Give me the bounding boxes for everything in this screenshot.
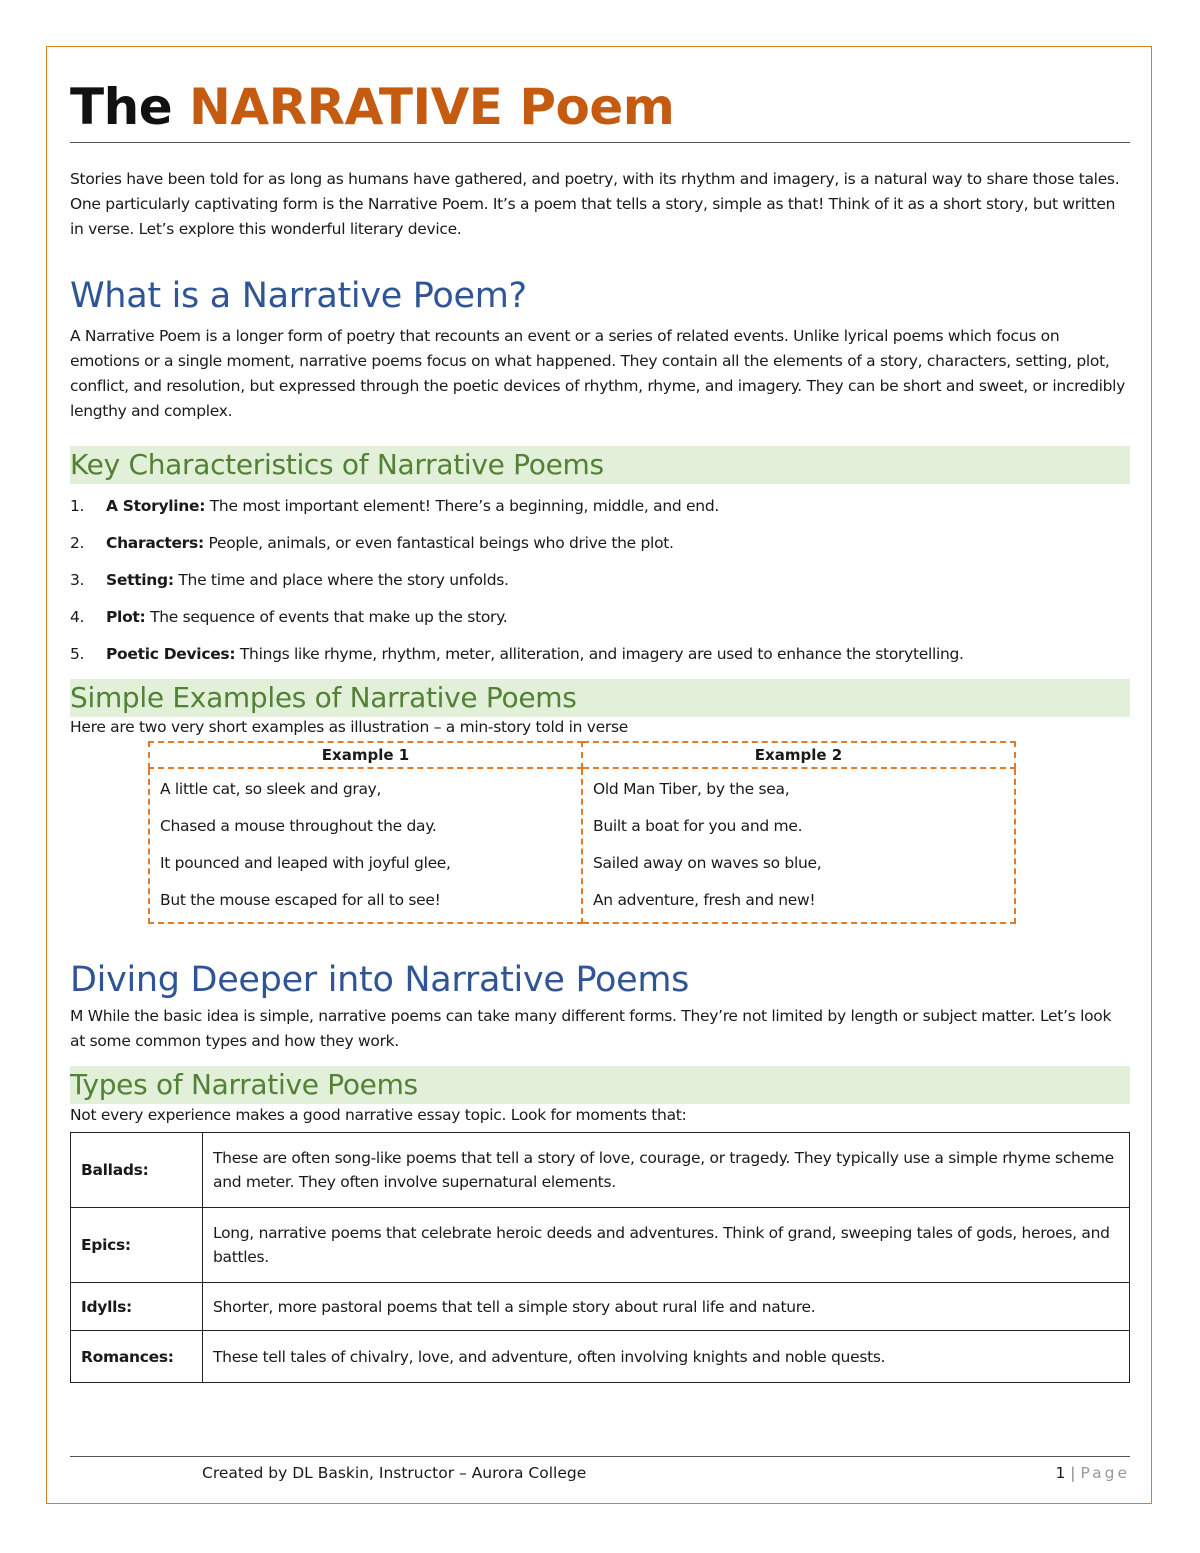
page-number-value: 1 [1055, 1464, 1066, 1482]
poem-line: An adventure, fresh and new! [593, 891, 816, 909]
list-item-desc: The sequence of events that make up the story. [145, 608, 508, 626]
list-item: 2. Characters: People, animals, or even fantastical beings who drive the plot. [70, 534, 674, 552]
examples-heading: Simple Examples of Narrative Poems [70, 679, 1130, 717]
type-label: Ballads: [71, 1133, 203, 1208]
type-description: Shorter, more pastoral poems that tell a simple story about rural life and nature. [203, 1283, 1130, 1331]
poem-line: It pounced and leaped with joyful glee, [160, 854, 451, 872]
poem-line: Sailed away on waves so blue, [593, 854, 822, 872]
type-description: These tell tales of chivalry, love, and adventure, often involving knights and noble quests. [203, 1331, 1130, 1383]
list-item-term: Characters: [106, 534, 204, 552]
types-intro: Not every experience makes a good narrative essay topic. Look for moments that: [70, 1106, 687, 1124]
footer-credit: Created by DL Baskin, Instructor – Aurora College [202, 1464, 587, 1482]
what-is-paragraph: A Narrative Poem is a longer form of poetry that recounts an event or a series of related events. Unlike lyrical poems which focus on emotions or a single moment, narrative poems focus on what happened. They contain all the elements of a story, characters, setting, plot, conflict, and resolution, but expressed through the poetic devices of rhythm, rhyme, and imagery. They can be short and sweet, or incredibly lengthy and complex. [70, 327, 1126, 420]
list-item-desc: Things like rhyme, rhythm, meter, alliteration, and imagery are used to enhance the storytelling. [235, 645, 964, 663]
example-2-header: Example 2 [582, 742, 1015, 768]
title-part-plain: The [70, 78, 173, 136]
type-description: Long, narrative poems that celebrate heroic deeds and adventures. Think of grand, sweeping tales of gods, heroes, and battles. [203, 1208, 1130, 1283]
list-item: 5. Poetic Devices: Things like rhyme, rhythm, meter, alliteration, and imagery are used to enhance the storytelling. [70, 645, 964, 663]
examples-table [148, 741, 1016, 924]
list-item: 1. A Storyline: The most important element! There’s a beginning, middle, and end. [70, 497, 719, 515]
list-item: 4. Plot: The sequence of events that make up the story. [70, 608, 508, 626]
what-is-heading: What is a Narrative Poem? [70, 276, 527, 316]
list-item-term: Setting: [106, 571, 174, 589]
page-separator: | [1070, 1464, 1076, 1482]
list-item-desc: The time and place where the story unfolds. [173, 571, 509, 589]
list-item: 3. Setting: The time and place where the story unfolds. [70, 571, 509, 589]
list-item-term: Poetic Devices: [106, 645, 236, 663]
table-row [71, 1331, 1130, 1383]
type-label: Epics: [71, 1208, 203, 1283]
types-heading: Types of Narrative Poems [70, 1066, 1130, 1104]
poem-line: A little cat, so sleek and gray, [160, 780, 382, 798]
deeper-paragraph: M While the basic idea is simple, narrative poems can take many different forms. They’re not limited by length or subject matter. Let’s look at some common types and how they work. [70, 1007, 1112, 1050]
type-label: Idylls: [71, 1283, 203, 1331]
page-number [1055, 1458, 1130, 1488]
table-row [71, 1283, 1130, 1331]
types-table [70, 1132, 1130, 1383]
list-item-desc: The most important element! There’s a beginning, middle, and end. [205, 497, 719, 515]
type-description: These are often song-like poems that tell a story of love, courage, or tragedy. They typically use a simple rhyme scheme and meter. They often involve supernatural elements. [203, 1133, 1130, 1208]
table-row [71, 1208, 1130, 1283]
page-footer [70, 1456, 1130, 1489]
poem-line: Built a boat for you and me. [593, 817, 803, 835]
type-label: Romances: [71, 1331, 203, 1383]
example-1-header: Example 1 [149, 742, 582, 768]
document-body [70, 70, 1130, 1383]
characteristics-heading: Key Characteristics of Narrative Poems [70, 446, 1130, 484]
examples-intro: Here are two very short examples as illustration – a min-story told in verse [70, 718, 629, 736]
intro-paragraph: Stories have been told for as long as humans have gathered, and poetry, with its rhythm and imagery, is a natural way to share those tales. One particularly captivating form is the Narrative Poem. It’s a poem that tells a story, simple as that! Think of it as a short story, but written in verse. Let’s explore this wonderful literary device. [70, 170, 1120, 238]
characteristics-list [70, 496, 1130, 664]
document-title [70, 76, 1130, 143]
list-item-term: A Storyline: [106, 497, 206, 515]
deeper-heading: Diving Deeper into Narrative Poems [70, 960, 690, 1000]
poem-line: Chased a mouse throughout the day. [160, 817, 437, 835]
poem-line: But the mouse escaped for all to see! [160, 891, 441, 909]
example-2-cell [582, 768, 1015, 923]
example-1-cell [149, 768, 582, 923]
page-word: Page [1080, 1464, 1130, 1482]
poem-line: Old Man Tiber, by the sea, [593, 780, 790, 798]
table-row [71, 1133, 1130, 1208]
list-item-desc: People, animals, or even fantastical beings who drive the plot. [203, 534, 674, 552]
title-part-accent: NARRATIVE Poem [189, 78, 675, 136]
list-item-term: Plot: [106, 608, 146, 626]
